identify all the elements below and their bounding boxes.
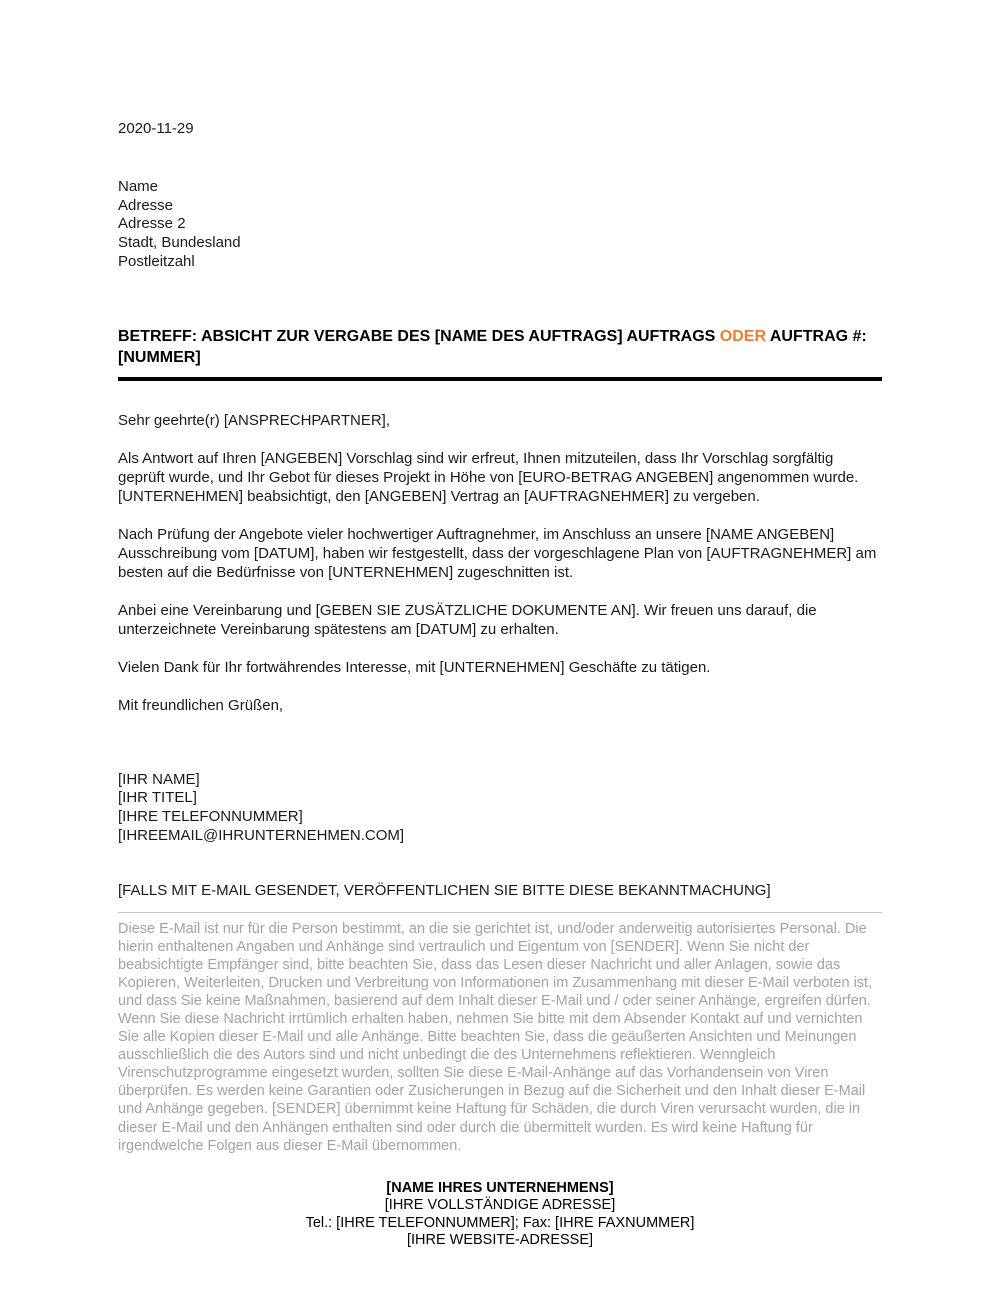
recipient-address-line-1: Adresse bbox=[118, 196, 174, 214]
footer-company-name: [NAME IHRES UNTERNEHMENS] bbox=[386, 1179, 614, 1196]
recipient-name: Name bbox=[118, 178, 159, 195]
body-paragraph-2: Nach Prüfung der Angebote vieler hochwertiger Auftragnehmer, im Anschluss an unsere [NAME ANGEBEN] Ausschreibung vom [DATUM], haben wir festgestellt, dass der vorgeschlagene Plan von [AUFTRAGNEHMER] am besten auf die Bedürfnisse von [UNTERNEHMEN] zugeschnitten ist. bbox=[118, 525, 877, 581]
salutation: Sehr geehrte(r) [ANSPRECHPARTNER], bbox=[118, 411, 391, 429]
body-paragraph-4: Vielen Dank für Ihr fortwährendes Interesse, mit [UNTERNEHMEN] Geschäfte zu tätigen. bbox=[118, 658, 711, 676]
footer-phone-fax: Tel.: [IHRE TELEFONNUMMER]; Fax: [IHRE FAXNUMMER] bbox=[305, 1214, 695, 1231]
footer-company-address: [IHRE VOLLSTÄNDIGE ADRESSE] bbox=[384, 1197, 616, 1214]
signature-phone: [IHRE TELEFONNUMMER] bbox=[118, 808, 303, 826]
disclaimer-text: Diese E-Mail ist nur für die Person bestimmt, an die sie gerichtet ist, und/oder anderweitig autorisiertes Personal. Die hierin enthaltenen Angaben und Anhänge sind vertraulich und Eigentum von [SENDER]. Wenn Sie nicht der beabsichtigte Empfänger sind, bitte beachten Sie, dass das Lesen dieser Nachricht und aller Anlagen, sowie das Kopieren, Weiterleiten, Drucken und Verbreitung von Informationen im Zusammenhang mit dieser E-Mail verboten ist, und dass Sie keine Maßnahmen, basierend auf dem Inhalt dieser E-Mail und / oder seiner Anhänge, ergreifen dürfen. Wenn Sie diese Nachricht irrtümlich erhalten haben, nehmen Sie bitte mit dem Absender Kontakt auf und vernichten Sie alle Kopien dieser E-Mail und alle Anhänge. Bitte beachten Sie, dass die geäußerten Ansichten und Meinungen ausschließlich die des Autors sind und nicht unbedingt die des Unternehmens reflektieren. Wenngleich Virenschutzprogramme eingesetzt wurden, sollten Sie diese E-Mail-Anhänge auf das Vorhandensein von Viren überprüfen. Es werden keine Garantien oder Zusicherungen in Bezug auf die Sicherheit und den Inhalt dieser E-Mail und Anhänge gegeben. [SENDER] übernimmt keine Haftung für Schäden, die durch Viren verursacht wurden, die in dieser E-Mail und den Anhängen enthalten sind oder durch die übermittelt wurden. Es wird keine Haftung für irgendwelche Folgen aus dieser E-Mail übernommen. bbox=[118, 920, 873, 1154]
footer-block bbox=[118, 1180, 882, 1250]
recipient-address-line-2: Adresse 2 bbox=[118, 215, 186, 233]
letter-body bbox=[118, 411, 882, 715]
signature-email: [IHREEMAIL@IHRUNTERNEHMEN.COM] bbox=[118, 826, 405, 844]
signature-block bbox=[118, 771, 882, 846]
subject-text-before: BETREFF: ABSICHT ZUR VERGABE DES [NAME DES AUFTRAGS] AUFTRAGS bbox=[118, 327, 720, 345]
body-paragraph-1: Als Antwort auf Ihren [ANGEBEN] Vorschlag sind wir erfreut, Ihnen mitzuteilen, dass Ihr Vorschlag sorgfältig geprüft wurde, und Ihr Gebot für dieses Projekt in Höhe von [EURO-BETRAG ANGEBEN] angenommen wurde. [UNTERNEHMEN] beabsichtigt, den [ANGEBEN] Vertrag an [AUFTRAGNEHMER] zu vergeben. bbox=[118, 449, 859, 505]
disclaimer-divider-rule bbox=[118, 912, 882, 913]
subject-line bbox=[118, 326, 882, 369]
closing-salutation: Mit freundlichen Grüßen, bbox=[118, 696, 284, 714]
signature-title: [IHR TITEL] bbox=[118, 789, 197, 807]
subject-divider-rule bbox=[118, 377, 882, 381]
recipient-city-state: Stadt, Bundesland bbox=[118, 234, 241, 252]
body-paragraph-3: Anbei eine Vereinbarung und [GEBEN SIE ZUSÄTZLICHE DOKUMENTE AN]. Wir freuen uns darauf, die unterzeichnete Vereinbarung spätestens am [DATUM] zu erhalten. bbox=[118, 601, 817, 638]
letter-date: 2020-11-29 bbox=[118, 120, 194, 137]
footer-website: [IHRE WEBSITE-ADRESSE] bbox=[406, 1232, 594, 1249]
subject-text-after: AUFTRAG #: [NUMMER] bbox=[118, 327, 867, 367]
email-notice: [FALLS MIT E-MAIL GESENDET, VERÖFFENTLICHEN SIE BITTE DIESE BEKANNTMACHUNG] bbox=[118, 881, 771, 899]
recipient-postal-code: Postleitzahl bbox=[118, 252, 195, 270]
signature-name: [IHR NAME] bbox=[118, 770, 200, 788]
recipient-address-block bbox=[118, 178, 882, 272]
subject-highlight-oder: ODER bbox=[719, 327, 767, 345]
